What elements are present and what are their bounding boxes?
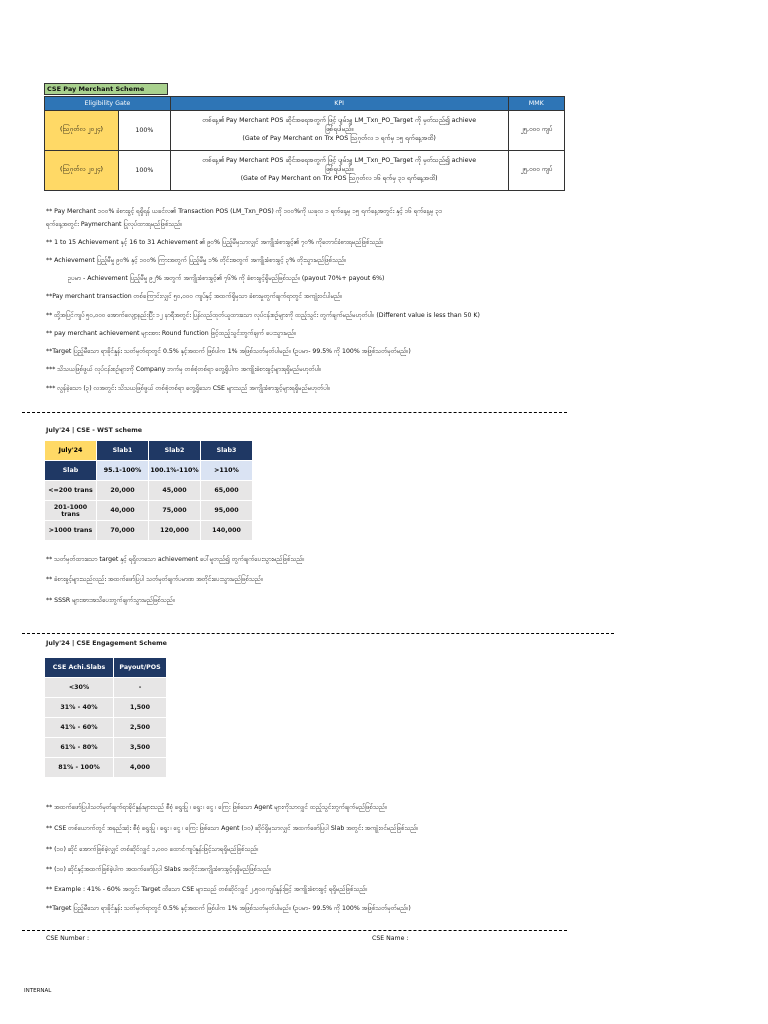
note-line: ** pay merchant achievement များအား Round function ဖြင့်ထည့်သွင်းတွက်ချက် ပေးသွားမည်။ bbox=[46, 330, 297, 337]
wst-cell: 45,000 bbox=[149, 481, 201, 501]
engagement-payout: 1,500 bbox=[114, 698, 167, 718]
section-divider bbox=[22, 633, 614, 634]
engagement-payout: 3,500 bbox=[114, 738, 167, 758]
note-line: ** (၁၀) ဆိုင်နှင့်အထက်ဖြစ်ခဲ့ပါက အထက်ဖော်ပြပါ Slabs အတိုင်းအကျိုးခံစားခွင့်ရရှိမည်ဖြစ်သည်။ bbox=[46, 866, 272, 873]
note-line: ** Example : 41% - 60% အတွင်း Target ထိသော CSE များသည် တစ်ဆိုင်လျှင် ၂,၅၀၀ကျပ်နှုန်းဖြင့် အကျိုးခံစားခွင့် ရရှိမည်ဖြစ်သည်။ bbox=[46, 886, 368, 893]
note-line: ** အထက်ဖော်ပြပါသတ်မှတ်ချက်ရာခိုင်နှုန်းများသည် စီစုံ ရွေးပြု ၊ ရွေး ၊ ငွေ ၊ ကြေး ဖြစ်သော Agent များကိုသာလျှင် ထည့်သွင်းတွက်ချက်မည်ဖြစ်သည်။ bbox=[46, 804, 387, 811]
wst-corner-cell: July'24 bbox=[45, 441, 97, 461]
note-line: *** လွန်ခဲ့သော (၃) လအတွင်း သိသယဖြစ်ဖွယ် တစ်စုံတစ်ရာ တွေ့ရှိသော CSE များသည် အကျိုးခံစားခွင့်များရရှိမည်မဟုတ်ပါ။ bbox=[46, 385, 330, 392]
note-line: ** Achievement ပြည့်မီမှု ၉၀% နှင့် ၁၀၀% ကြားအတွက် ပြည့်မီမှု ၁% တိုင်းအတွက် အကျိုးခံစားခွင့် ၃% တိုးသွားမည်ဖြစ်သည်။ bbox=[46, 257, 347, 264]
kpi-line: တစ်နေ့၏ Pay Merchant POS ဆိုင်အရေအတွက် ဖြင့် ပျမ်းမျှ LM_Txn_PO_Target ကို မှတ်သည်၍ achieve bbox=[202, 117, 477, 124]
table-row bbox=[45, 738, 167, 758]
wst-slab-label: Slab bbox=[45, 461, 97, 481]
note-line: **Target ပြည့်မီသော ရာခိုင်နှုန်း သတ်မှတ်ရာတွင် 0.5% နှင့်အထက် ဖြစ်ပါက 1% အဖြစ်သတ်မှတ်ပါမည်။ (ဥပမာ- 99.5% ကို 100% အဖြစ်သတ်မှတ်မည်။) bbox=[46, 348, 411, 355]
wst-table bbox=[44, 440, 253, 541]
note-line: *** သိသယဖြစ်ဖွယ် လုပ်ငန်းစဉ်များကို Company ဘက်မှ တစ်စုံတစ်ရာ တွေ့ရှိပါက အကျိုးခံစားခွင့်များရရှိမည်မဟုတ်ပါ။ bbox=[46, 366, 322, 373]
mmk-cell: ၂၅,၀၀၀ ကျပ် bbox=[508, 111, 564, 151]
wst-row-label: >1000 trans bbox=[45, 521, 97, 541]
note-line: ** Pay Merchant ၁၀၀% ခံစားခွင့် ရရှိရန် ယခင်လ၏ Transaction POS (LM_Txn_POS) ကို ၁၀၀%ကို ယခုလ ၁ ရက်နေ့မှ ၁၅ ရက်နေ့အတွင်း နှင့် ၁၆ ရက်နေ့မှ ၃၁ bbox=[46, 208, 443, 215]
kpi-line: (Gate of Pay Merchant on Trx POS ဩဂုတ်လ ၁ ရက်မှ ၁၅ ရက်နေ့အထိ) bbox=[242, 135, 436, 142]
wst-slab-header: Slab3 bbox=[201, 441, 253, 461]
wst-cell: 120,000 bbox=[149, 521, 201, 541]
scheme-title: CSE Pay Merchant Scheme bbox=[44, 83, 168, 95]
table-row bbox=[45, 481, 253, 501]
table-row bbox=[45, 151, 565, 191]
engagement-slab: 61% - 80% bbox=[45, 738, 114, 758]
wst-row-label: 201-1000 trans bbox=[45, 501, 97, 521]
note-line: **Pay merchant transaction တစ်ကြောင်းလျှင် ၅၀,၀၀၀ ကျပ်နှင့် အထက်ရှိမှသာ ခံစားမှုတွက်ချက်ရာတွင် အကျုံးဝင်ပါမည်။ bbox=[46, 293, 343, 300]
engagement-slab: <30% bbox=[45, 678, 114, 698]
note-line: ** သတ်မှတ်ထားသော target နှင့် ရရှိလာသော achievement ပေါ်မူတည်၍ တွက်ချက်ပေးသွားမည်ဖြစ်သည်။ bbox=[46, 556, 305, 563]
table-row bbox=[45, 718, 167, 738]
table-row bbox=[45, 521, 253, 541]
header-kpi: KPI bbox=[170, 97, 508, 111]
engagement-header: CSE Achi.Slabs bbox=[45, 658, 114, 678]
kpi-cell bbox=[170, 151, 508, 191]
pct-cell: 100% bbox=[118, 111, 170, 151]
kpi-line: (Gate of Pay Merchant on Trx POS ဩဂုတ်လ ၁၆ ရက်မှ ၃၁ ရက်နေ့အထိ) bbox=[240, 175, 438, 182]
engagement-slab: 41% - 60% bbox=[45, 718, 114, 738]
wst-slab-range: >110% bbox=[201, 461, 253, 481]
engagement-header: Payout/POS bbox=[114, 658, 167, 678]
kpi-line: တစ်နေ့၏ Pay Merchant POS ဆိုင်အရေအတွက် ဖြင့် ပျမ်းမျှ LM_Txn_PO_Target ကို မှတ်သည်၍ achieve bbox=[202, 157, 477, 164]
wst-slab-header: Slab1 bbox=[97, 441, 149, 461]
note-line: ရက်နေ့အတွင်း Paymerchant ပြုလုပ်ထားရမည်ဖြစ်သည်။ bbox=[46, 221, 183, 228]
table-row bbox=[45, 678, 167, 698]
note-line: ** CSE တစ်ယောက်တွင် အနည်းဆုံး စီစုံ ရွေးပြု ၊ ရွေး ၊ ငွေ ၊ ကြေး ဖြစ်သော Agent (၁၀) ဆိုင်ရှိမှသာလျှင် အထက်ဖော်ပြပါ Slab အတွင်း အကျုံးဝင်မည်ဖြစ်သည်။ bbox=[46, 825, 419, 832]
wst-row-label: <=200 trans bbox=[45, 481, 97, 501]
wst-cell: 140,000 bbox=[201, 521, 253, 541]
engagement-slab: 31% - 40% bbox=[45, 698, 114, 718]
table-row bbox=[45, 501, 253, 521]
mmk-cell: ၂၅,၀၀၀ ကျပ် bbox=[508, 151, 564, 191]
engagement-payout: - bbox=[114, 678, 167, 698]
wst-slab-header: Slab2 bbox=[149, 441, 201, 461]
engagement-payout: 4,000 bbox=[114, 758, 167, 778]
note-line: ဥပမာ - Achievement ပြည့်မီမှု ၉၂% အတွက် အကျိုးခံစားခွင့်၏ ၇၆% ကို ခံစားခွင့်ရှိမည်ဖြစ်သည်။ (payout 70%+ payout 6%) bbox=[68, 275, 385, 282]
section-divider bbox=[22, 930, 567, 931]
kpi-line: ဖြစ်ရပါမည်။ bbox=[325, 166, 354, 173]
wst-cell: 40,000 bbox=[97, 501, 149, 521]
pct-cell: 100% bbox=[118, 151, 170, 191]
cse-name-label: CSE Name : bbox=[372, 935, 409, 942]
note-line: ** ထို့အပြင်ကျပ် ၅၀,၀၀၀ အောက်လျော့နည်းပြီး ၁၂ နာရီအတွင်း ပြန်လည်ထုတ်ယူထားသော လုပ်ငန်းစဉ်များကို ထည့်သွင်း တွက်ချက်မည်မဟုတ်ပါ။ (Different value is less than 50 K) bbox=[46, 312, 480, 319]
header-mmk: MMK bbox=[508, 97, 564, 111]
note-line: ** SSSR များအားအသိပေးတွက်ချက်သွားမည်ဖြစ်သည်။ bbox=[46, 597, 175, 604]
wst-cell: 65,000 bbox=[201, 481, 253, 501]
wst-slab-range: 100.1%-110% bbox=[149, 461, 201, 481]
gate-cell: (ဩဂုတ်လ ၂၀၂၄) bbox=[45, 151, 119, 191]
note-line: ** (၁၀) ဆိုင် အောက်ဖြစ်ခဲ့လျှင် တစ်ဆိုင်လျှင် ၁,၀၀၀ ထောင်ကျပ်နှုန်းဖြင့်သာရရှိမည်ဖြစ်သည်။ bbox=[46, 846, 259, 853]
engagement-payout: 2,500 bbox=[114, 718, 167, 738]
kpi-cell bbox=[170, 111, 508, 151]
classification-label: INTERNAL bbox=[24, 988, 52, 994]
engagement-title: July'24 | CSE Engagement Scheme bbox=[46, 640, 167, 647]
note-line: ** ခံစားခွင့်များသည်လည်း အထက်ဖော်ပြပါ သတ်မှတ်ချက်ပမာဏ အတိုင်းပေးသွားမည်ဖြစ်သည်။ bbox=[46, 576, 263, 583]
table-row bbox=[45, 698, 167, 718]
section-divider bbox=[22, 412, 567, 413]
pay-merchant-table bbox=[44, 96, 565, 191]
wst-cell: 95,000 bbox=[201, 501, 253, 521]
table-row bbox=[45, 758, 167, 778]
note-line: ** 1 to 15 Achievement နှင့် 16 to 31 Achievement ၏ ၉၀% ပြည့်မီမှသာလျှင် အကျိုးခံစားခွင့်၏ ၇၀% ကိုတောင်ခံစားရမည်ဖြစ်သည်။ bbox=[46, 239, 384, 246]
header-eligibility-gate: Eligibility Gate bbox=[45, 97, 171, 111]
engagement-table bbox=[44, 657, 167, 778]
gate-cell: (ဩဂုတ်လ ၂၀၂၄) bbox=[45, 111, 119, 151]
cse-number-label: CSE Number : bbox=[46, 935, 90, 942]
wst-slab-range: 95.1-100% bbox=[97, 461, 149, 481]
wst-cell: 20,000 bbox=[97, 481, 149, 501]
wst-cell: 70,000 bbox=[97, 521, 149, 541]
table-row bbox=[45, 111, 565, 151]
engagement-slab: 81% - 100% bbox=[45, 758, 114, 778]
wst-title: July'24 | CSE - WST scheme bbox=[46, 427, 143, 434]
note-line: **Target ပြည့်မီသော ရာခိုင်နှုန်း သတ်မှတ်ရာတွင် 0.5% နှင့်အထက် ဖြစ်ပါက 1% အဖြစ်သတ်မှတ်ပါမည်။ (ဥပမာ- 99.5% ကို 100% အဖြစ်သတ်မှတ်မည်။) bbox=[46, 905, 411, 912]
kpi-line: ဖြစ်ရပါမည်။ bbox=[325, 126, 354, 133]
wst-cell: 75,000 bbox=[149, 501, 201, 521]
